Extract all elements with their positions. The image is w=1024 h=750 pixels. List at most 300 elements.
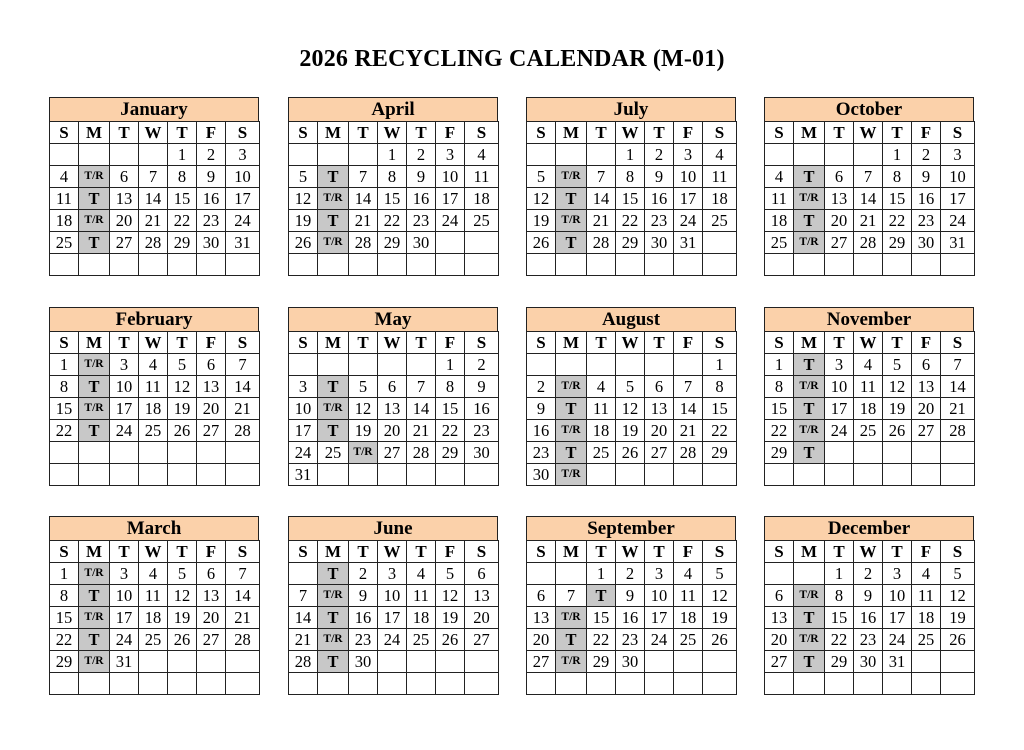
empty-cell xyxy=(794,144,825,166)
pickup-day-cell: T/R xyxy=(556,420,587,442)
month-table xyxy=(49,331,260,486)
day-cell: 25 xyxy=(407,629,436,651)
day-cell: 27 xyxy=(378,442,407,464)
day-cell: 13 xyxy=(465,585,499,607)
day-cell: 16 xyxy=(197,188,226,210)
day-cell: 4 xyxy=(765,166,794,188)
day-cell: 23 xyxy=(645,210,674,232)
weekday-header: M xyxy=(556,541,587,563)
day-cell: 16 xyxy=(854,607,883,629)
week-row xyxy=(527,144,737,166)
empty-cell xyxy=(197,651,226,673)
day-cell: 1 xyxy=(703,354,737,376)
empty-cell xyxy=(436,673,465,695)
day-cell: 28 xyxy=(139,232,168,254)
day-cell: 3 xyxy=(110,563,139,585)
empty-cell xyxy=(703,673,737,695)
day-cell: 15 xyxy=(616,188,645,210)
day-cell: 4 xyxy=(912,563,941,585)
day-cell: 15 xyxy=(378,188,407,210)
week-row xyxy=(289,188,499,210)
week-row xyxy=(765,442,975,464)
day-cell: 28 xyxy=(226,420,260,442)
day-cell: 15 xyxy=(703,398,737,420)
empty-cell xyxy=(318,254,349,276)
empty-cell xyxy=(825,464,854,486)
day-cell: 28 xyxy=(349,232,378,254)
weekday-header: F xyxy=(674,122,703,144)
week-row xyxy=(527,585,737,607)
day-cell: 21 xyxy=(674,420,703,442)
day-cell: 25 xyxy=(587,442,616,464)
day-cell: 21 xyxy=(139,210,168,232)
empty-cell xyxy=(527,144,556,166)
month-october xyxy=(764,97,974,276)
day-cell: 3 xyxy=(941,144,975,166)
week-row xyxy=(765,210,975,232)
weekday-header-row xyxy=(527,332,737,354)
week-row xyxy=(289,673,499,695)
empty-cell xyxy=(854,442,883,464)
day-cell: 21 xyxy=(349,210,378,232)
week-row xyxy=(50,464,260,486)
week-row xyxy=(289,232,499,254)
empty-cell xyxy=(703,651,737,673)
day-cell: 8 xyxy=(436,376,465,398)
day-cell: 1 xyxy=(587,563,616,585)
day-cell: 21 xyxy=(854,210,883,232)
weekday-header: T xyxy=(883,541,912,563)
day-cell: 17 xyxy=(645,607,674,629)
week-row xyxy=(289,629,499,651)
day-cell: 9 xyxy=(349,585,378,607)
month-table xyxy=(49,540,260,695)
day-cell: 22 xyxy=(883,210,912,232)
weekday-header-row xyxy=(50,541,260,563)
pickup-day-cell: T xyxy=(79,420,110,442)
empty-cell xyxy=(941,651,975,673)
day-cell: 2 xyxy=(912,144,941,166)
day-cell: 12 xyxy=(289,188,318,210)
day-cell: 11 xyxy=(587,398,616,420)
day-cell: 1 xyxy=(436,354,465,376)
weekday-header: W xyxy=(854,122,883,144)
weekday-header: W xyxy=(378,332,407,354)
empty-cell xyxy=(226,651,260,673)
day-cell: 13 xyxy=(527,607,556,629)
day-cell: 2 xyxy=(645,144,674,166)
day-cell: 10 xyxy=(825,376,854,398)
day-cell: 11 xyxy=(407,585,436,607)
day-cell: 9 xyxy=(912,166,941,188)
day-cell: 20 xyxy=(197,607,226,629)
day-cell: 26 xyxy=(941,629,975,651)
day-cell: 25 xyxy=(465,210,499,232)
day-cell: 9 xyxy=(616,585,645,607)
month-september xyxy=(526,516,736,695)
day-cell: 11 xyxy=(703,166,737,188)
day-cell: 18 xyxy=(465,188,499,210)
empty-cell xyxy=(587,254,616,276)
weekday-header: W xyxy=(139,541,168,563)
day-cell: 1 xyxy=(50,563,79,585)
day-cell: 8 xyxy=(378,166,407,188)
empty-cell xyxy=(139,254,168,276)
empty-cell xyxy=(349,144,378,166)
day-cell: 19 xyxy=(527,210,556,232)
day-cell: 31 xyxy=(674,232,703,254)
pickup-day-cell: T xyxy=(794,398,825,420)
day-cell: 16 xyxy=(349,607,378,629)
day-cell: 12 xyxy=(941,585,975,607)
day-cell: 29 xyxy=(616,232,645,254)
day-cell: 19 xyxy=(883,398,912,420)
empty-cell xyxy=(645,673,674,695)
empty-cell xyxy=(139,673,168,695)
day-cell: 4 xyxy=(587,376,616,398)
day-cell: 31 xyxy=(941,232,975,254)
weekday-header: T xyxy=(587,541,616,563)
pickup-day-cell: T xyxy=(794,210,825,232)
pickup-day-cell: T xyxy=(556,442,587,464)
weekday-header: W xyxy=(854,541,883,563)
empty-cell xyxy=(349,673,378,695)
empty-cell xyxy=(765,563,794,585)
pickup-day-cell: T/R xyxy=(556,651,587,673)
day-cell: 17 xyxy=(436,188,465,210)
weekday-header: S xyxy=(226,541,260,563)
day-cell: 12 xyxy=(436,585,465,607)
day-cell: 9 xyxy=(465,376,499,398)
day-cell: 5 xyxy=(527,166,556,188)
week-row xyxy=(50,376,260,398)
empty-cell xyxy=(645,354,674,376)
day-cell: 26 xyxy=(436,629,465,651)
day-cell: 24 xyxy=(378,629,407,651)
day-cell: 5 xyxy=(349,376,378,398)
weekday-header: F xyxy=(197,122,226,144)
empty-cell xyxy=(378,254,407,276)
empty-cell xyxy=(50,144,79,166)
week-row xyxy=(289,607,499,629)
empty-cell xyxy=(79,254,110,276)
empty-cell xyxy=(349,354,378,376)
day-cell: 23 xyxy=(616,629,645,651)
week-row xyxy=(289,166,499,188)
weekday-header: T xyxy=(110,541,139,563)
pickup-day-cell: T/R xyxy=(794,629,825,651)
day-cell: 26 xyxy=(703,629,737,651)
weekday-header: F xyxy=(197,332,226,354)
day-cell: 31 xyxy=(883,651,912,673)
day-cell: 13 xyxy=(912,376,941,398)
weekday-header: T xyxy=(883,332,912,354)
day-cell: 24 xyxy=(941,210,975,232)
empty-cell xyxy=(50,254,79,276)
empty-cell xyxy=(765,254,794,276)
day-cell: 19 xyxy=(289,210,318,232)
weekday-header: S xyxy=(703,332,737,354)
empty-cell xyxy=(139,464,168,486)
weekday-header: W xyxy=(616,122,645,144)
month-title: January xyxy=(49,97,259,121)
week-row xyxy=(50,607,260,629)
day-cell: 17 xyxy=(110,398,139,420)
empty-cell xyxy=(674,354,703,376)
empty-cell xyxy=(378,464,407,486)
empty-cell xyxy=(883,442,912,464)
day-cell: 1 xyxy=(883,144,912,166)
pickup-day-cell: T xyxy=(556,398,587,420)
day-cell: 30 xyxy=(465,442,499,464)
pickup-day-cell: T/R xyxy=(556,210,587,232)
day-cell: 24 xyxy=(110,420,139,442)
empty-cell xyxy=(226,673,260,695)
empty-cell xyxy=(587,464,616,486)
empty-cell xyxy=(556,563,587,585)
weekday-header: S xyxy=(941,332,975,354)
day-cell: 19 xyxy=(349,420,378,442)
day-cell: 15 xyxy=(50,607,79,629)
pickup-day-cell: T/R xyxy=(556,607,587,629)
week-row xyxy=(50,210,260,232)
day-cell: 11 xyxy=(50,188,79,210)
weekday-header: T xyxy=(825,541,854,563)
weekday-header: S xyxy=(527,332,556,354)
week-row xyxy=(527,563,737,585)
pickup-day-cell: T/R xyxy=(79,607,110,629)
day-cell: 17 xyxy=(674,188,703,210)
day-cell: 10 xyxy=(226,166,260,188)
day-cell: 2 xyxy=(197,144,226,166)
day-cell: 17 xyxy=(378,607,407,629)
day-cell: 6 xyxy=(197,354,226,376)
weekday-header: W xyxy=(378,541,407,563)
pickup-day-cell: T/R xyxy=(318,398,349,420)
week-row xyxy=(527,607,737,629)
weekday-header: F xyxy=(436,332,465,354)
day-cell: 24 xyxy=(645,629,674,651)
empty-cell xyxy=(941,464,975,486)
day-cell: 11 xyxy=(674,585,703,607)
day-cell: 6 xyxy=(197,563,226,585)
day-cell: 25 xyxy=(139,420,168,442)
day-cell: 24 xyxy=(289,442,318,464)
weekday-header: M xyxy=(794,332,825,354)
weekday-header: T xyxy=(110,332,139,354)
day-cell: 24 xyxy=(436,210,465,232)
day-cell: 7 xyxy=(226,563,260,585)
weekday-header: F xyxy=(674,332,703,354)
empty-cell xyxy=(407,254,436,276)
day-cell: 6 xyxy=(645,376,674,398)
week-row xyxy=(289,376,499,398)
empty-cell xyxy=(168,673,197,695)
empty-cell xyxy=(912,651,941,673)
day-cell: 9 xyxy=(407,166,436,188)
weekday-header: W xyxy=(378,122,407,144)
empty-cell xyxy=(407,354,436,376)
day-cell: 26 xyxy=(883,420,912,442)
day-cell: 15 xyxy=(765,398,794,420)
empty-cell xyxy=(794,254,825,276)
week-row xyxy=(50,232,260,254)
empty-cell xyxy=(407,651,436,673)
day-cell: 4 xyxy=(703,144,737,166)
weekday-header: T xyxy=(110,122,139,144)
day-cell: 15 xyxy=(50,398,79,420)
day-cell: 16 xyxy=(616,607,645,629)
day-cell: 18 xyxy=(139,607,168,629)
pickup-day-cell: T xyxy=(79,585,110,607)
day-cell: 2 xyxy=(616,563,645,585)
day-cell: 21 xyxy=(587,210,616,232)
day-cell: 19 xyxy=(616,420,645,442)
week-row xyxy=(289,398,499,420)
month-august xyxy=(526,307,736,486)
day-cell: 8 xyxy=(50,585,79,607)
empty-cell xyxy=(794,464,825,486)
month-title: August xyxy=(526,307,736,331)
day-cell: 13 xyxy=(110,188,139,210)
empty-cell xyxy=(318,144,349,166)
day-cell: 4 xyxy=(465,144,499,166)
empty-cell xyxy=(226,442,260,464)
day-cell: 26 xyxy=(616,442,645,464)
day-cell: 5 xyxy=(883,354,912,376)
weekday-header: T xyxy=(168,541,197,563)
pickup-day-cell: T/R xyxy=(349,442,378,464)
day-cell: 31 xyxy=(110,651,139,673)
week-row xyxy=(527,232,737,254)
weekday-header: F xyxy=(436,541,465,563)
empty-cell xyxy=(289,673,318,695)
empty-cell xyxy=(765,673,794,695)
empty-cell xyxy=(941,442,975,464)
pickup-day-cell: T xyxy=(79,232,110,254)
weekday-header: M xyxy=(794,122,825,144)
week-row xyxy=(765,144,975,166)
day-cell: 27 xyxy=(825,232,854,254)
month-table xyxy=(764,121,975,276)
empty-cell xyxy=(110,673,139,695)
day-cell: 29 xyxy=(765,442,794,464)
month-title: October xyxy=(764,97,974,121)
day-cell: 5 xyxy=(941,563,975,585)
week-row xyxy=(289,354,499,376)
day-cell: 16 xyxy=(465,398,499,420)
day-cell: 25 xyxy=(318,442,349,464)
empty-cell xyxy=(556,144,587,166)
empty-cell xyxy=(226,464,260,486)
weekday-header: T xyxy=(407,122,436,144)
pickup-day-cell: T/R xyxy=(794,585,825,607)
day-cell: 23 xyxy=(527,442,556,464)
day-cell: 24 xyxy=(226,210,260,232)
day-cell: 20 xyxy=(825,210,854,232)
pickup-day-cell: T xyxy=(556,188,587,210)
weekday-header-row xyxy=(289,332,499,354)
day-cell: 7 xyxy=(139,166,168,188)
day-cell: 7 xyxy=(226,354,260,376)
week-row xyxy=(765,166,975,188)
week-row xyxy=(289,254,499,276)
day-cell: 18 xyxy=(912,607,941,629)
empty-cell xyxy=(645,464,674,486)
week-row xyxy=(527,188,737,210)
day-cell: 10 xyxy=(883,585,912,607)
empty-cell xyxy=(645,254,674,276)
pickup-day-cell: T/R xyxy=(556,464,587,486)
weekday-header: S xyxy=(226,122,260,144)
day-cell: 15 xyxy=(587,607,616,629)
empty-cell xyxy=(883,464,912,486)
pickup-day-cell: T/R xyxy=(794,376,825,398)
empty-cell xyxy=(349,464,378,486)
empty-cell xyxy=(226,254,260,276)
week-row xyxy=(527,673,737,695)
day-cell: 9 xyxy=(197,166,226,188)
day-cell: 24 xyxy=(674,210,703,232)
weekday-header: S xyxy=(941,122,975,144)
pickup-day-cell: T/R xyxy=(318,585,349,607)
weekday-header: F xyxy=(197,541,226,563)
day-cell: 3 xyxy=(436,144,465,166)
day-cell: 31 xyxy=(289,464,318,486)
empty-cell xyxy=(110,254,139,276)
weekday-header-row xyxy=(765,541,975,563)
day-cell: 11 xyxy=(765,188,794,210)
week-row xyxy=(289,651,499,673)
day-cell: 20 xyxy=(465,607,499,629)
week-row xyxy=(50,420,260,442)
day-cell: 27 xyxy=(645,442,674,464)
empty-cell xyxy=(527,354,556,376)
weekday-header: T xyxy=(407,332,436,354)
day-cell: 29 xyxy=(883,232,912,254)
empty-cell xyxy=(587,144,616,166)
week-row xyxy=(50,442,260,464)
weekday-header: S xyxy=(226,332,260,354)
day-cell: 22 xyxy=(50,420,79,442)
day-cell: 27 xyxy=(110,232,139,254)
month-title: May xyxy=(288,307,498,331)
empty-cell xyxy=(289,354,318,376)
weekday-header-row xyxy=(765,122,975,144)
day-cell: 10 xyxy=(941,166,975,188)
empty-cell xyxy=(794,563,825,585)
weekday-header: T xyxy=(349,122,378,144)
day-cell: 13 xyxy=(378,398,407,420)
weekday-header-row xyxy=(289,122,499,144)
day-cell: 20 xyxy=(197,398,226,420)
day-cell: 14 xyxy=(226,585,260,607)
weekday-header: T xyxy=(349,541,378,563)
pickup-day-cell: T/R xyxy=(556,166,587,188)
week-row xyxy=(765,420,975,442)
day-cell: 24 xyxy=(110,629,139,651)
month-june xyxy=(288,516,498,695)
day-cell: 14 xyxy=(674,398,703,420)
week-row xyxy=(765,354,975,376)
month-december xyxy=(764,516,974,695)
day-cell: 13 xyxy=(645,398,674,420)
day-cell: 27 xyxy=(765,651,794,673)
pickup-day-cell: T xyxy=(318,166,349,188)
day-cell: 3 xyxy=(378,563,407,585)
day-cell: 22 xyxy=(616,210,645,232)
month-table xyxy=(288,121,499,276)
